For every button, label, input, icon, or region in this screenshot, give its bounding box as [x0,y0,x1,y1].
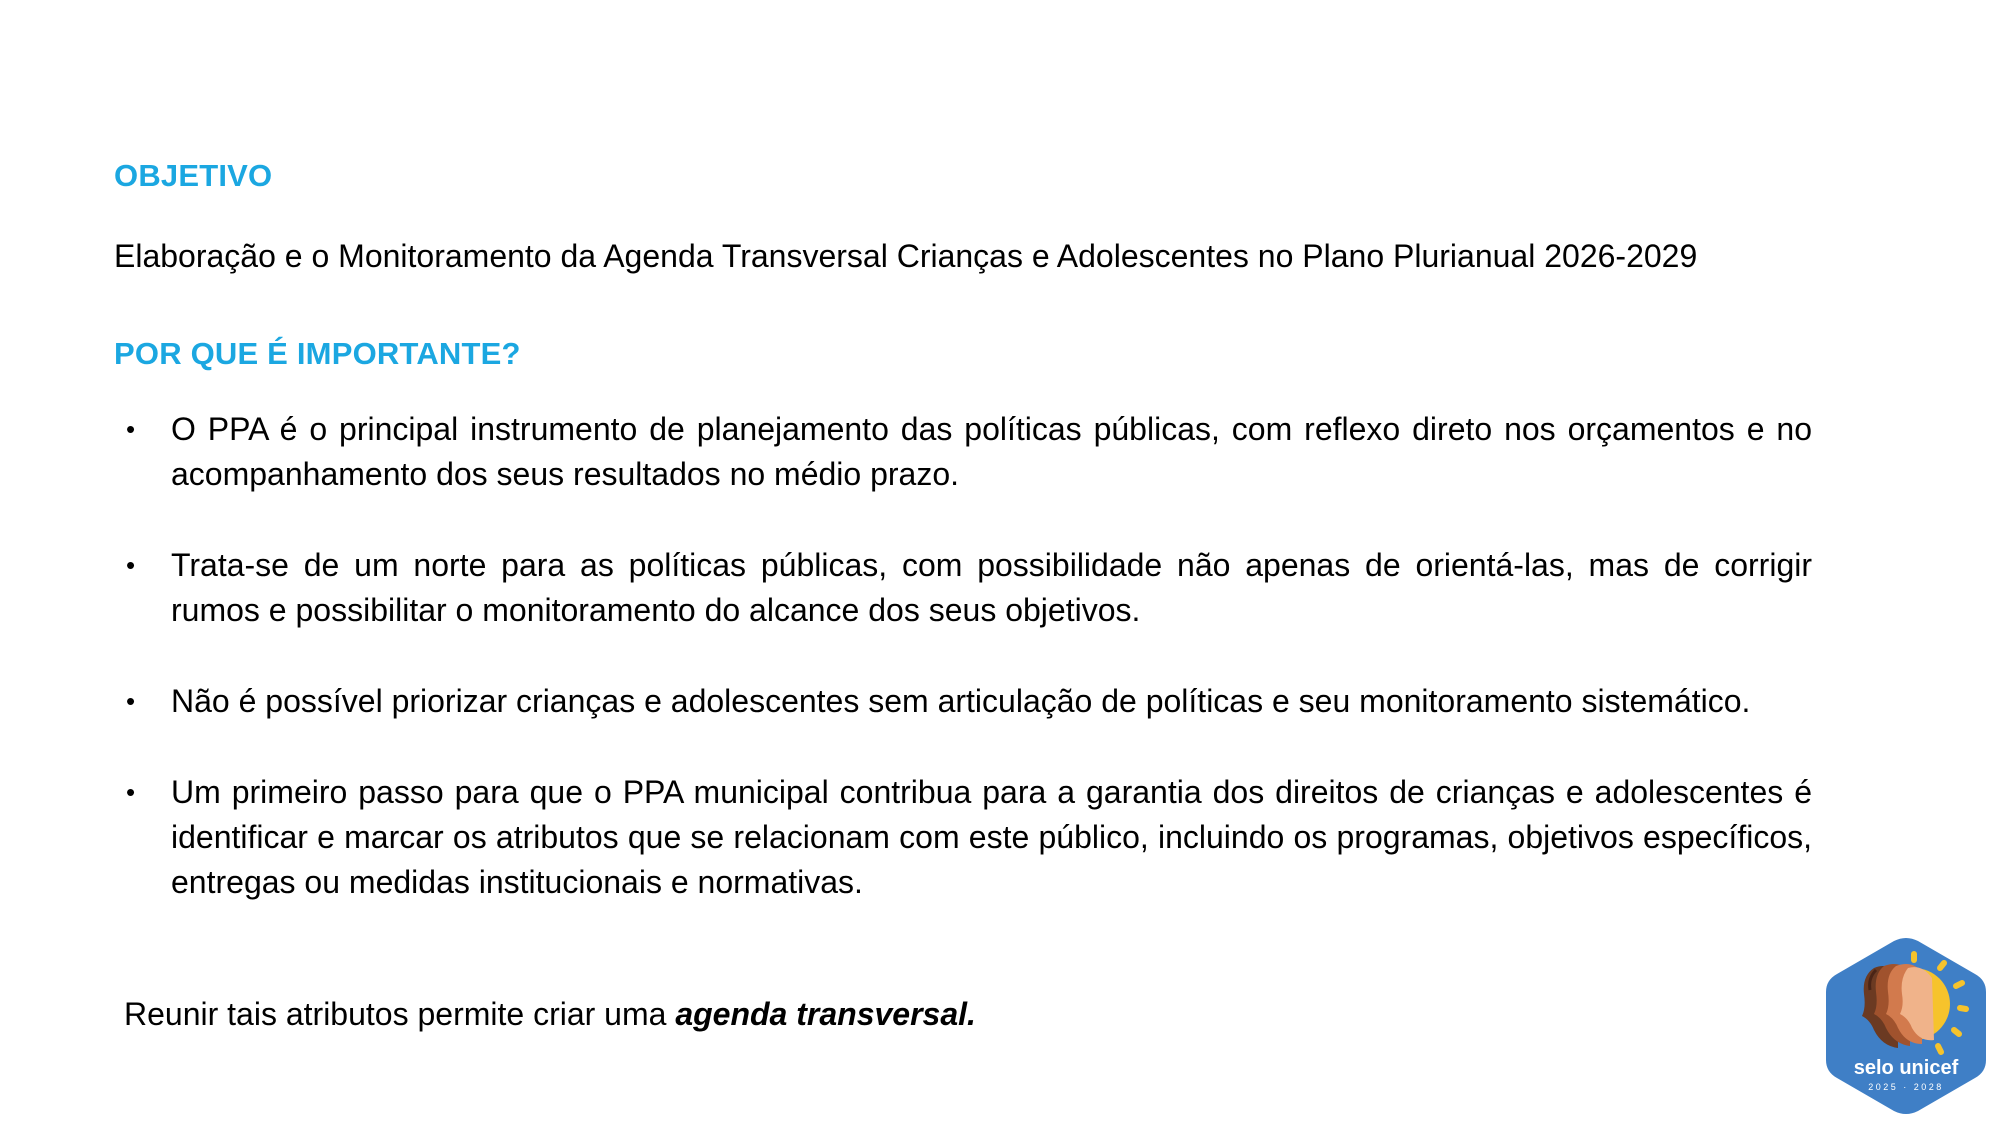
objective-heading: OBJETIVO [114,158,273,193]
bullet-icon: • [126,686,136,716]
bullet-icon: • [126,550,136,580]
bullet-text: O PPA é o principal instrumento de planejamento das políticas públicas, com reflexo direto nos orçamentos e no acompanhamento dos seus resultados no médio prazo. [171,411,1812,492]
bullet-icon: • [126,777,136,807]
selo-unicef-logo-icon [1822,934,1990,1118]
badge-title: selo unicef [1853,1057,1959,1079]
bullet-text: Trata-se de um norte para as políticas públicas, com possibilidade não apenas de orientá-las, mas de corrigir rumos e possibilitar o monitoramento do alcance dos seus objetivos. [171,547,1812,628]
bullet-item [114,543,1812,633]
badge-years: 2025 · 2028 [1868,1082,1944,1092]
importance-heading: POR QUE É IMPORTANTE? [114,336,521,371]
objective-text: Elaboração e o Monitoramento da Agenda Transversal Crianças e Adolescentes no Plano Plurianual 2026-2029 [114,238,1698,274]
bullet-item [114,679,1812,724]
bullet-item [114,770,1812,905]
bullet-text: Não é possível priorizar crianças e adolescentes sem articulação de políticas e seu monitoramento sistemático. [171,683,1751,719]
bullet-list [114,407,1812,951]
closing-sentence [124,996,976,1033]
closing-emphasis: agenda transversal. [675,996,976,1032]
bullet-item [114,407,1812,497]
selo-unicef-badge [1822,934,1990,1118]
bullet-text: Um primeiro passo para que o PPA municipal contribua para a garantia dos direitos de crianças e adolescentes é identificar e marcar os atributos que se relacionam com este público, incluindo os programas, objetivos específicos, entregas ou medidas institucionais e normativas. [171,774,1812,900]
closing-text: Reunir tais atributos permite criar uma [124,996,676,1032]
bullet-icon: • [126,414,136,444]
